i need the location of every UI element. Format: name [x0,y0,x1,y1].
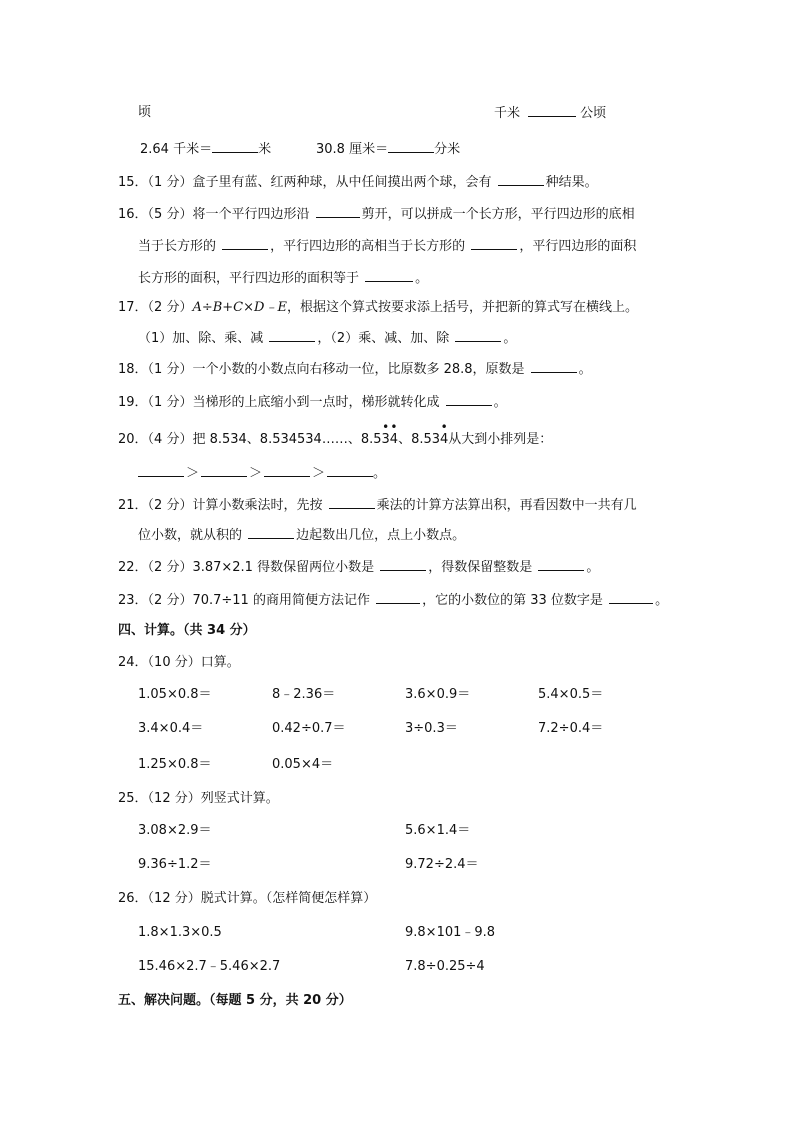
oral-calc-item: 3.6×0.9＝ [405,687,471,702]
q17-sub1: （1）加、除、乘、减 [138,331,264,346]
answer-blank[interactable] [528,104,576,117]
greater-than-sign: ＞ [312,466,326,481]
answer-blank[interactable] [138,464,184,477]
question-20 [118,420,553,449]
answer-blank[interactable] [222,237,268,250]
oral-calc-item: 0.05×4＝ [272,757,334,772]
stepwise-calc-item: 15.46×2.7﹣5.46×2.7 [138,959,281,974]
question-17-sub [138,329,516,348]
vertical-calc-item: 3.08×2.9＝ [138,823,212,838]
q21-text: 21．（2 分）计算小数乘法时，先按 [118,498,323,513]
vertical-calc-item: 9.36÷1.2＝ [138,857,212,872]
oral-calc-item: 0.42÷0.7＝ [272,721,346,736]
repeat-dot: • [440,420,448,434]
answer-blank[interactable] [248,526,294,539]
answer-blank[interactable] [327,464,373,477]
q23-text: 23．（2 分）70.7÷11 的商用简便方法记作 [118,593,370,608]
question-16-line3 [138,269,428,288]
stepwise-calc-item: 7.8÷0.25÷4 [405,959,485,974]
answer-blank[interactable] [212,140,258,153]
oral-calc-item: 3.4×0.4＝ [138,721,204,736]
answer-blank[interactable] [316,205,360,218]
q16-text: 。 [415,271,429,286]
answer-blank[interactable] [264,464,310,477]
q17-suffix: ，根据这个算式按要求添上括号，并把新的算式写在横线上。 [286,300,638,315]
q18-text: 18．（1 分）一个小数的小数点向右移动一位，比原数多 28.8，原数是 [118,362,525,377]
oral-calc-item: 3÷0.3＝ [405,721,458,736]
answer-blank[interactable] [471,237,517,250]
q16-text: 16．（5 分）将一个平行四边形沿 [118,207,310,222]
top-right-prefix: 千米 [494,106,521,121]
answer-blank[interactable] [269,329,315,342]
greater-than-sign: ＞ [249,466,263,481]
answer-blank[interactable] [376,591,420,604]
q16-text: ，平行四边形的高相当于长方形的 [270,239,466,254]
question-24-title: 24．（10 分）口算。 [118,655,240,670]
answer-blank[interactable] [388,140,434,153]
section-4-title: 四、计算。（共 34 分） [118,623,256,638]
vertical-calc-item: 9.72÷2.4＝ [405,857,479,872]
question-21-line1 [118,496,637,515]
greater-than-sign: ＞ [186,466,200,481]
q21-text: 乘法的计算方法算出积，再看因数中一共有几 [376,498,637,513]
oral-calc-item: 1.05×0.8＝ [138,687,212,702]
stepwise-calc-item: 9.8×101﹣9.8 [405,925,496,940]
q17-sub2: ，（2）乘、减、加、除 [317,331,450,346]
conversion-b-suffix: 分米 [434,142,461,157]
q23-text: ，它的小数位的第 33 位数字是 [422,593,603,608]
answer-blank[interactable] [609,591,653,604]
top-left-unit: 顷 [138,105,152,120]
q19-text: 19．（1 分）当梯形的上底缩小到一点时，梯形就转化成 [118,395,440,410]
digit: 4 [440,432,449,447]
digit: 4 [389,432,399,447]
question-17 [118,299,638,317]
q15-text-end: 种结果。 [545,175,598,190]
q16-text: 长方形的面积，平行四边形的面积等于 [138,271,360,286]
q20-end: 。 [373,466,387,481]
q19-end: 。 [493,395,507,410]
q17-prefix: 17．（2 分） [118,300,193,315]
answer-blank[interactable] [329,496,375,509]
oral-calc-item: 7.2÷0.4＝ [538,721,604,736]
conversion-b [316,140,460,159]
question-23 [118,591,668,610]
q18-end: 。 [578,362,592,377]
q20-prefix: 20．（4 分）把 8.534、8.534534……、8.5 [118,432,382,447]
repeating-digit [440,420,449,449]
question-22 [118,558,599,577]
q22-text: 22．（2 分）3.87×2.1 得数保留两位小数是 [118,560,375,575]
conversion-a-suffix: 米 [258,142,272,157]
q16-text: 当于长方形的 [138,239,217,254]
top-right-conversion [494,104,606,123]
answer-blank[interactable] [531,360,577,373]
q20-suffix: 从大到小排列是： [448,432,553,447]
top-right-suffix: 公顷 [580,106,607,121]
q15-text: 15．（1 分）盒子里有蓝、红两种球，从中任间摸出两个球，会有 [118,175,492,190]
question-21-line2 [138,526,465,545]
question-15 [118,173,598,192]
repeat-dot: • [390,420,398,434]
q20-mid: 、8.53 [398,432,441,447]
oral-calc-item: 8﹣2.36＝ [272,687,336,702]
question-16-line2 [138,237,636,256]
question-19 [118,393,507,412]
q22-end: 。 [586,560,600,575]
question-20-answer-row [138,464,386,483]
answer-blank[interactable] [498,173,544,186]
answer-blank[interactable] [538,558,584,571]
q21-text: 边起数出几位，点上小数点。 [296,528,466,543]
digit: 3 [381,432,390,447]
q22-text: ，得数保留整数是 [428,560,533,575]
answer-blank[interactable] [446,393,492,406]
answer-blank[interactable] [365,269,413,282]
question-26-title: 26．（12 分）脱式计算。（怎样简便怎样算） [118,891,377,906]
stepwise-calc-item: 1.8×1.3×0.5 [138,925,222,940]
oral-calc-item: 1.25×0.8＝ [138,757,212,772]
q17-end: 。 [503,331,517,346]
answer-blank[interactable] [455,329,501,342]
vertical-calc-item: 5.6×1.4＝ [405,823,471,838]
q21-text: 位小数，就从积的 [138,528,243,543]
q17-expression: A÷B+C×D﹣E [192,300,287,315]
q16-text: ，平行四边形的面积 [519,239,637,254]
question-16-line1 [118,205,635,224]
answer-blank[interactable] [380,558,426,571]
conversion-b-prefix: 30.8 厘米＝ [316,142,389,157]
oral-calc-item: 5.4×0.5＝ [538,687,604,702]
question-25-title: 25．（12 分）列竖式计算。 [118,791,279,806]
conversion-a-prefix: 2.64 千米＝ [140,142,213,157]
conversion-a [140,140,271,159]
answer-blank[interactable] [201,464,247,477]
repeating-digit [381,420,390,449]
q16-text: 剪开，可以拼成一个长方形，平行四边形的底相 [361,207,635,222]
q23-end: 。 [655,593,669,608]
repeating-digit [389,420,399,449]
question-18 [118,360,592,379]
repeat-dot: • [382,420,390,434]
section-5-title: 五、解决问题。（每题 5 分，共 20 分） [118,993,352,1008]
